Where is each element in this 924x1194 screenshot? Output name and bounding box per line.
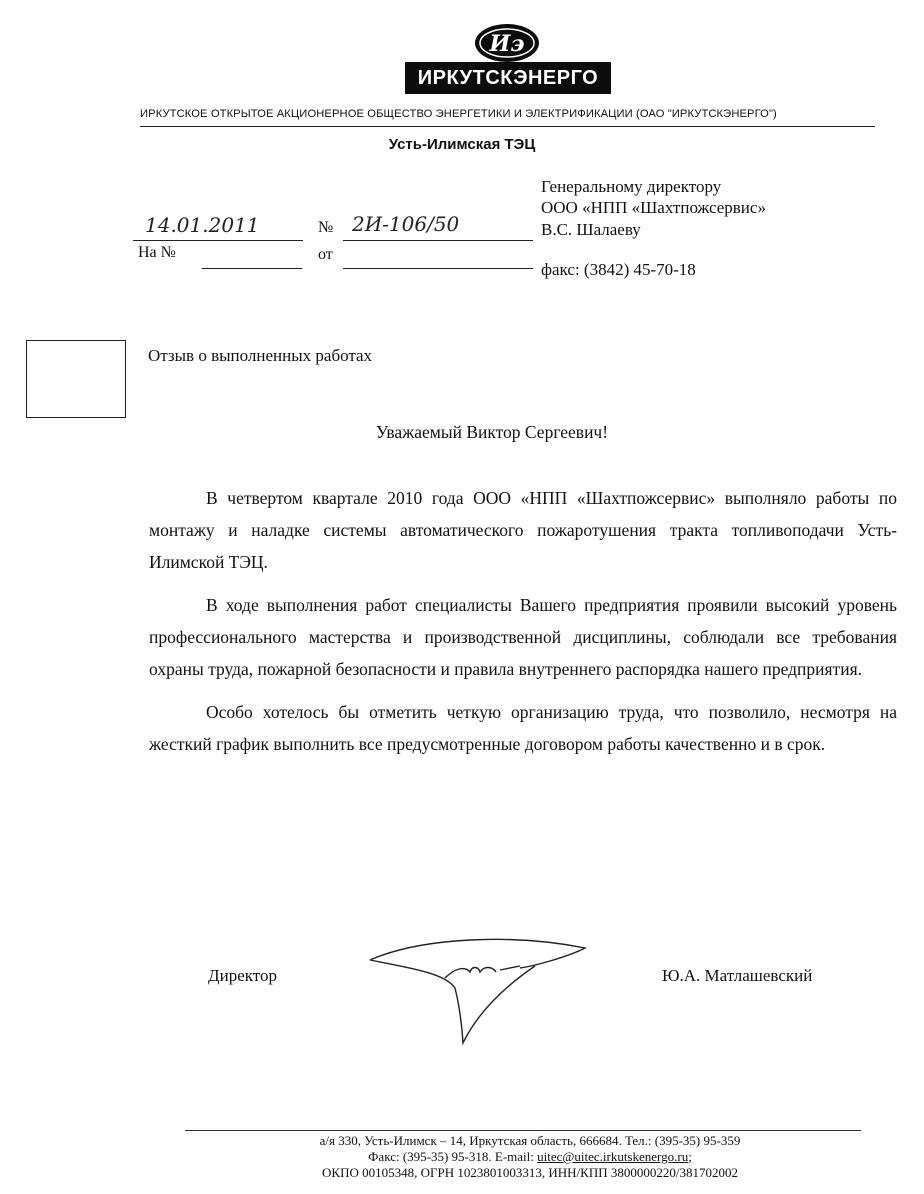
registration-stamp-box bbox=[26, 340, 126, 418]
company-logo: ИРКУТСКЭНЕРГО bbox=[405, 62, 611, 94]
signatory-name: Ю.А. Матлашевский bbox=[662, 966, 813, 985]
recipient-name: В.С. Шалаеву bbox=[541, 220, 641, 239]
footer-registration-codes: ОКПО 00105348, ОГРН 1023801003313, ИНН/КПП 3800000220/381702002 bbox=[322, 1165, 738, 1180]
body-paragraph-3: Особо хотелось бы отметить четкую организацию труда, что позволило, несмотря на жесткий график выполнить все предусмотренные договором работы качественно и в срок. bbox=[149, 702, 897, 754]
reply-from-underline bbox=[343, 268, 533, 269]
letter-date: 14.01.2011 bbox=[145, 213, 260, 237]
branch-name: Усть-Илимская ТЭЦ bbox=[388, 136, 536, 153]
reply-to-number-underline bbox=[202, 268, 302, 269]
number-underline bbox=[343, 240, 533, 241]
handwritten-signature bbox=[360, 928, 600, 1048]
reply-from-label: от bbox=[318, 246, 333, 263]
letter-number: 2И-106/50 bbox=[352, 212, 460, 236]
header-divider bbox=[140, 126, 875, 127]
letter-body bbox=[149, 482, 897, 771]
date-underline bbox=[133, 240, 303, 241]
logo-mark-text: Иэ bbox=[489, 31, 525, 57]
reply-to-number-label: На № bbox=[138, 244, 176, 261]
number-label: № bbox=[318, 219, 334, 236]
body-paragraph-1: В четвертом квартале 2010 года ООО «НПП «Шахтпожсервис» выполняло работы по монтажу и наладке системы автоматического пожаротушения тракта топливоподачи Усть-Илимской ТЭЦ. bbox=[149, 488, 897, 572]
recipient-company: ООО «НПП «Шахтпожсервис» bbox=[541, 198, 766, 217]
footer-address: а/я 330, Усть-Илимск – 14, Иркутская область, 666684. Тел.: (395-35) 95-359 bbox=[319, 1133, 741, 1148]
footer-divider bbox=[185, 1130, 861, 1131]
footer-contacts bbox=[200, 1133, 860, 1181]
footer-semicolon: ; bbox=[688, 1149, 692, 1164]
body-paragraph-2: В ходе выполнения работ специалисты Вашего предприятия проявили высокий уровень профессионального мастерства и производственной дисциплины, соблюдали все требования охраны труда, пожарной безопасности и правила внутреннего распорядка нашего предприятия. bbox=[149, 595, 897, 679]
salutation: Уважаемый Виктор Сергеевич! bbox=[375, 422, 609, 442]
footer-email-link[interactable]: uitec@uitec.irkutskenergo.ru bbox=[537, 1149, 689, 1164]
footer-fax: Факс: (395-35) 95-318. E-mail: bbox=[368, 1149, 538, 1164]
letter-subject: Отзыв о выполненных работах bbox=[148, 346, 373, 365]
organization-full-name: ИРКУТСКОЕ ОТКРЫТОЕ АКЦИОНЕРНОЕ ОБЩЕСТВО ЭНЕРГЕТИКИ И ЭЛЕКТРИФИКАЦИИ (ОАО "ИРКУТСКЭНЕРГО") bbox=[140, 108, 777, 120]
company-logo-mark bbox=[472, 20, 542, 66]
footer-fax-email bbox=[200, 1149, 860, 1165]
signatory-role: Директор bbox=[208, 966, 277, 985]
recipient-fax: факс: (3842) 45-70-18 bbox=[541, 260, 696, 279]
recipient-title: Генеральному директору bbox=[541, 177, 722, 196]
